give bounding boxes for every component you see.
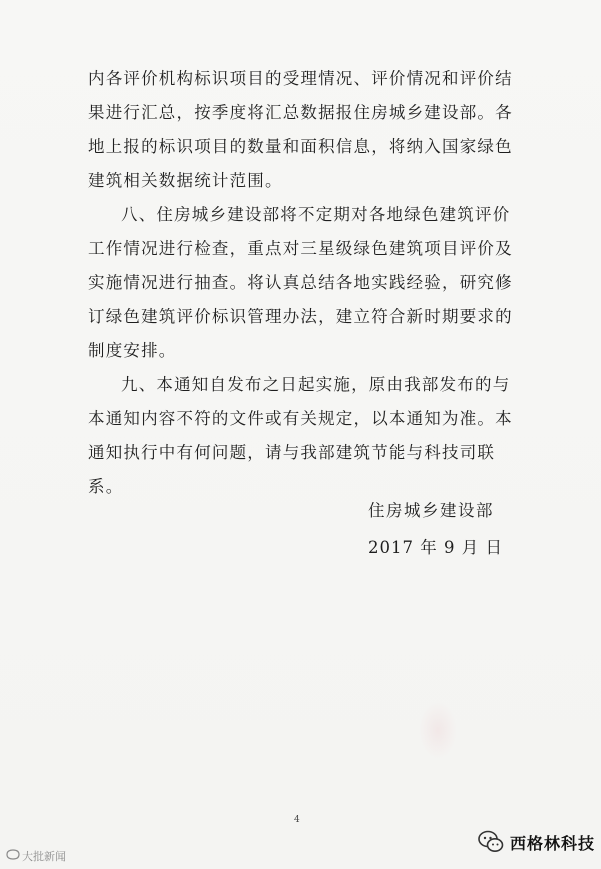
watermark-left-text: 大批新闻 xyxy=(22,850,66,863)
watermark-right xyxy=(478,830,595,854)
page-number: 4 xyxy=(294,815,300,825)
paragraph-eight: 八、住房城乡建设部将不定期对各地绿色建筑评价工作情况进行检查，重点对三星级绿色建筑项目评价及实施情况进行抽查。将认真总结各地实践经验，研究修订绿色建筑评价标识管理办法，建立符合新时期要求的制度安排。 xyxy=(88,205,513,360)
paper-stain xyxy=(418,700,458,760)
document-body xyxy=(88,62,528,504)
wechat-icon xyxy=(478,830,504,854)
paragraph-nine: 九、本通知自发布之日起实施，原由我部发布的与本通知内容不符的文件或有关规定，以本通知为准。本通知执行中有何问题，请与我部建筑节能与科技司联系。 xyxy=(88,375,513,496)
signature-date: 2017 年 9 月 日 xyxy=(368,538,503,557)
watermark-left xyxy=(6,848,66,864)
watermark-brand-text: 西格林科技 xyxy=(510,833,596,853)
logo-icon xyxy=(6,849,20,863)
paragraph-continuation: 内各评价机构标识项目的受理情况、评价情况和评价结果进行汇总，按季度将汇总数据报住房城乡建设部。各地上报的标识项目的数量和面积信息，将纳入国家绿色建筑相关数据统计范围。 xyxy=(88,69,513,190)
signature-organization: 住房城乡建设部 xyxy=(368,501,494,520)
